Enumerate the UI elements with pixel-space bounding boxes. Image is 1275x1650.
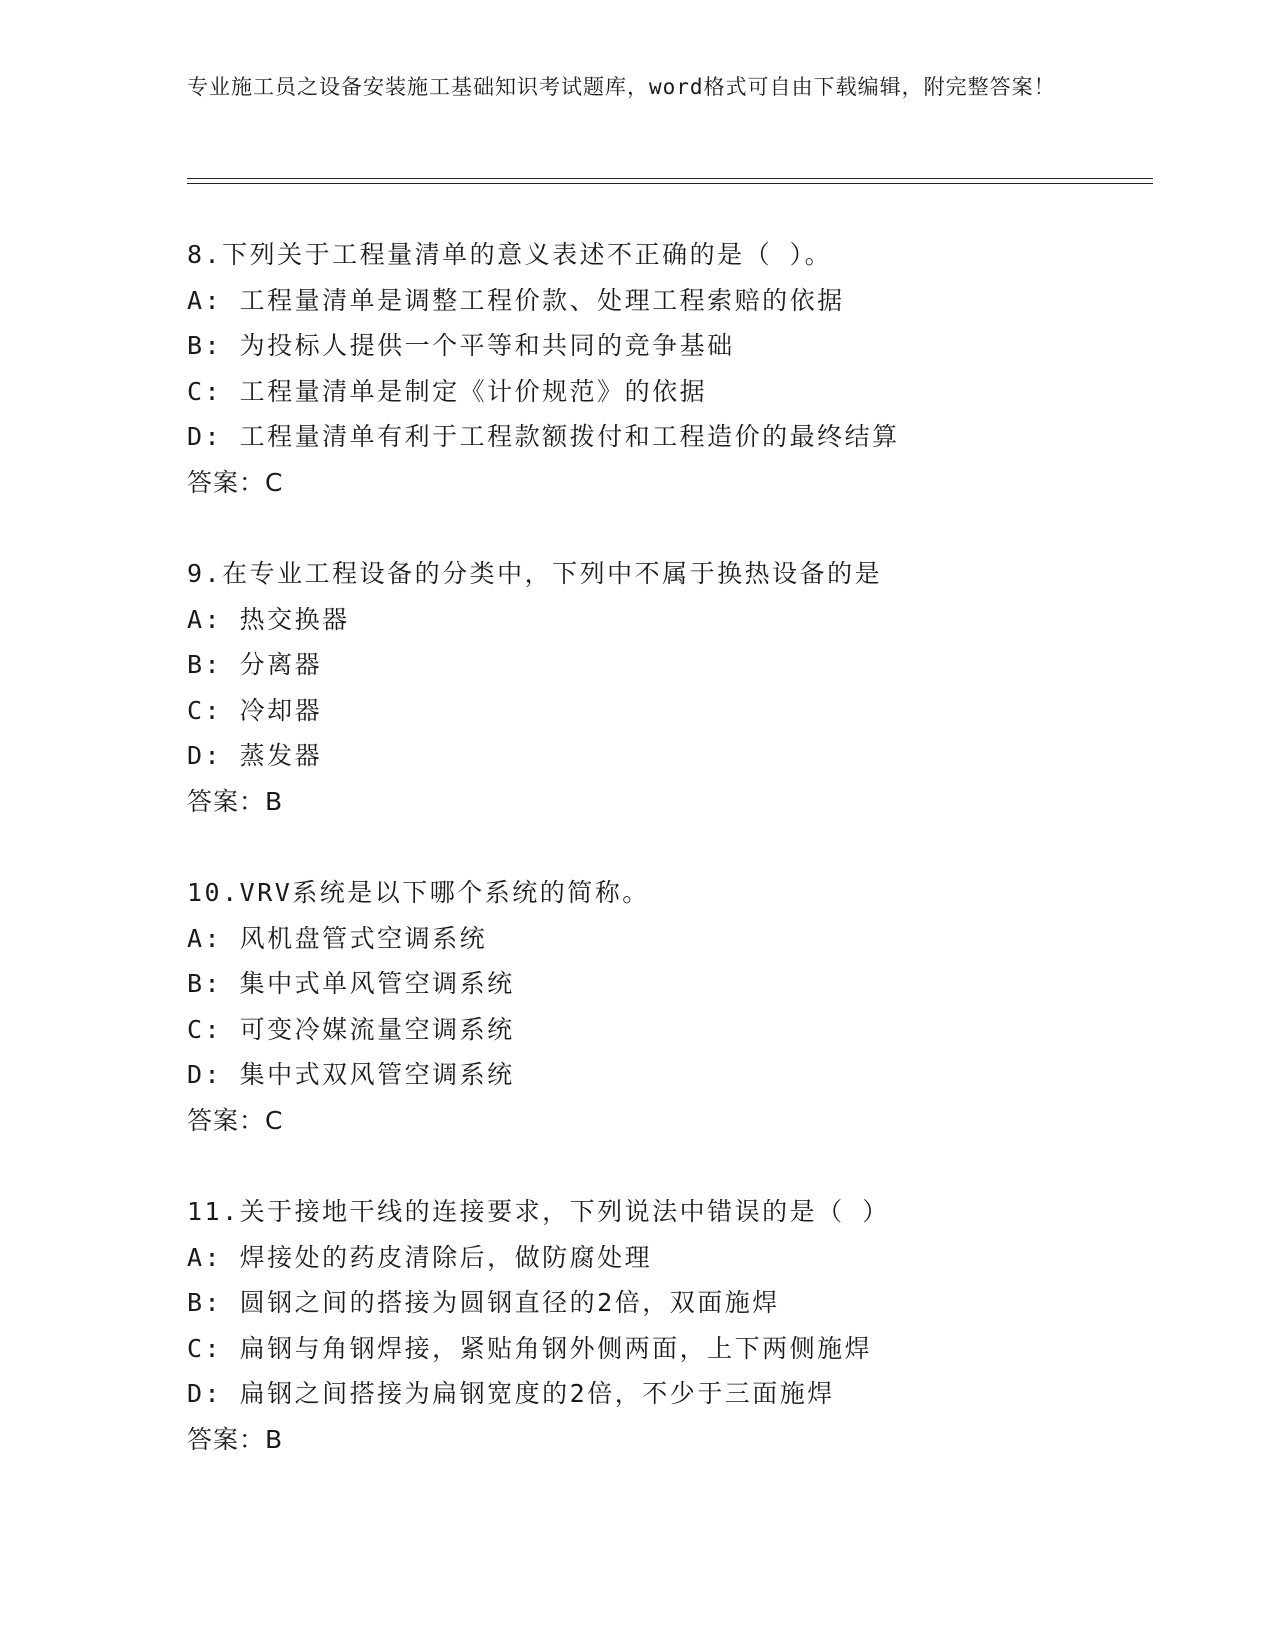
option-a: A: 焊接处的药皮清除后，做防腐处理 [187,1242,653,1272]
header-text: 专业施工员之设备安装施工基础知识考试题库，word格式可自由下载编辑，附完整答案！ [187,75,1056,99]
answer-line: 答案：B [187,1424,284,1454]
option-d: D: 工程量清单有利于工程款额拨付和工程造价的最终结算 [187,422,900,451]
option-c: C: 可变冷媒流量空调系统 [187,1014,515,1044]
option-b: B: 圆钢之间的搭接为圆钢直径的2倍，双面施焊 [187,1288,780,1317]
option-c: C: 工程量清单是制定《计价规范》的依据 [187,376,708,406]
option-b: B: 为投标人提供一个平等和共同的竞争基础 [187,331,735,360]
answer-line: 答案：B [187,786,284,816]
option-d: D: 蒸发器 [187,741,323,770]
question-9 [187,551,1147,824]
answer-line: 答案：C [187,1105,284,1135]
option-a: A: 热交换器 [187,604,350,634]
header-divider-bottom [187,183,1153,184]
option-c: C: 冷却器 [187,695,323,725]
question-11 [187,1189,1147,1462]
answer-line: 答案：C [187,467,284,497]
question-stem: 10.VRV系统是以下哪个系统的简称。 [187,878,650,907]
header-divider-top [187,178,1153,179]
question-8 [187,232,1147,505]
question-10 [187,870,1147,1143]
option-d: D: 扁钢之间搭接为扁钢宽度的2倍，不少于三面施焊 [187,1379,835,1408]
option-a: A: 风机盘管式空调系统 [187,923,488,953]
option-b: B: 分离器 [187,650,323,679]
question-stem: 11.关于接地干线的连接要求，下列说法中错误的是（ ） [187,1197,890,1226]
question-stem: 9.在专业工程设备的分类中，下列中不属于换热设备的是 [187,559,883,588]
option-c: C: 扁钢与角钢焊接，紧贴角钢外侧两面，上下两侧施焊 [187,1333,873,1363]
option-d: D: 集中式双风管空调系统 [187,1060,515,1089]
question-list [187,232,1147,1508]
document-header [187,70,1067,105]
option-a: A: 工程量清单是调整工程价款、处理工程索赔的依据 [187,285,845,315]
question-stem: 8.下列关于工程量清单的意义表述不正确的是（ ）。 [187,240,833,269]
option-b: B: 集中式单风管空调系统 [187,969,515,998]
